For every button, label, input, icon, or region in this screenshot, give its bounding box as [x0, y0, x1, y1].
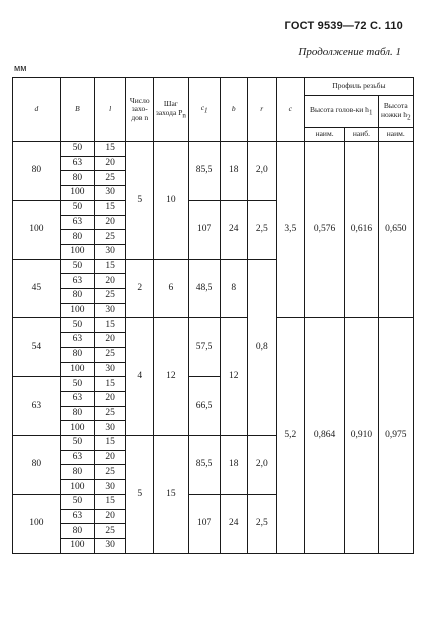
cell-h2-min: 0,650: [378, 142, 413, 318]
cell-l: 15: [95, 436, 126, 451]
cell-c1: 48,5: [188, 259, 220, 318]
cell-l: 25: [95, 347, 126, 362]
cell-h1-max: 0,910: [345, 318, 378, 554]
cell-B: 100: [60, 421, 94, 436]
cell-d: 45: [13, 259, 61, 318]
cell-pitch: 10: [154, 142, 188, 260]
cell-starts: 5: [126, 142, 154, 260]
cell-B: 50: [60, 436, 94, 451]
cell-B: 80: [60, 465, 94, 480]
cell-B: 80: [60, 406, 94, 421]
cell-r: 2,5: [247, 494, 276, 553]
thread-parameters-table: [12, 77, 414, 554]
col-header-starts: Число захо-дов n: [126, 78, 154, 142]
cell-c1: 66,5: [188, 377, 220, 436]
col-header-l: l: [95, 78, 126, 142]
cell-l: 20: [95, 333, 126, 348]
cell-l: 15: [95, 200, 126, 215]
cell-c: 5,2: [276, 318, 304, 554]
cell-d: 80: [13, 142, 61, 201]
cell-B: 50: [60, 200, 94, 215]
cell-l: 20: [95, 391, 126, 406]
col-header-h2-sub: 2: [407, 113, 411, 122]
cell-B: 100: [60, 244, 94, 259]
cell-B: 50: [60, 259, 94, 274]
cell-B: 80: [60, 289, 94, 304]
cell-r: 2,0: [247, 142, 276, 201]
col-header-h1-max: наиб.: [345, 128, 378, 142]
col-header-c: c: [276, 78, 304, 142]
cell-l: 20: [95, 450, 126, 465]
cell-B: 63: [60, 156, 94, 171]
cell-d: 100: [13, 494, 61, 553]
cell-l: 25: [95, 406, 126, 421]
cell-l: 30: [95, 244, 126, 259]
cell-B: 100: [60, 303, 94, 318]
col-header-b: b: [220, 78, 247, 142]
cell-B: 100: [60, 538, 94, 553]
table-row: [13, 318, 414, 333]
cell-B: 80: [60, 524, 94, 539]
col-header-profile: Профиль резьбы: [304, 78, 413, 96]
col-header-B: B: [60, 78, 94, 142]
cell-B: 80: [60, 171, 94, 186]
cell-b: 18: [220, 142, 247, 201]
cell-starts: 2: [126, 259, 154, 318]
cell-l: 25: [95, 171, 126, 186]
cell-c1: 85,5: [188, 142, 220, 201]
cell-l: 15: [95, 494, 126, 509]
cell-c: 3,5: [276, 142, 304, 318]
col-header-h2: [378, 96, 413, 128]
col-header-h1-sub: 1: [368, 108, 373, 117]
cell-B: 63: [60, 215, 94, 230]
cell-l: 20: [95, 274, 126, 289]
cell-h1-min: 0,576: [304, 142, 345, 318]
cell-c1: 107: [188, 200, 220, 259]
cell-B: 50: [60, 494, 94, 509]
cell-d: 100: [13, 200, 61, 259]
cell-c1: 85,5: [188, 436, 220, 495]
cell-B: 63: [60, 391, 94, 406]
cell-h1-min: 0,864: [304, 318, 345, 554]
col-header-h1-min: наим.: [304, 128, 345, 142]
col-header-h2-label: Высота ножки h: [381, 100, 408, 119]
cell-l: 25: [95, 289, 126, 304]
cell-r: 2,0: [247, 436, 276, 495]
cell-B: 50: [60, 377, 94, 392]
cell-B: 50: [60, 318, 94, 333]
cell-B: 63: [60, 450, 94, 465]
cell-l: 20: [95, 156, 126, 171]
col-header-r: r: [247, 78, 276, 142]
col-header-pitch-sub: n: [182, 111, 186, 120]
cell-B: 80: [60, 230, 94, 245]
cell-b: 18: [220, 436, 247, 495]
cell-l: 30: [95, 480, 126, 495]
cell-l: 15: [95, 259, 126, 274]
col-header-pitch-label: Шаг захода P: [155, 98, 183, 117]
cell-l: 15: [95, 318, 126, 333]
cell-l: 15: [95, 377, 126, 392]
unit-label: мм: [14, 63, 27, 73]
cell-B: 100: [60, 480, 94, 495]
col-header-pitch: [154, 78, 188, 142]
cell-l: 30: [95, 362, 126, 377]
cell-r: 2,5: [247, 200, 276, 259]
col-header-c1: [188, 78, 220, 142]
cell-starts: 4: [126, 318, 154, 436]
cell-pitch: 15: [154, 436, 188, 554]
cell-B: 63: [60, 333, 94, 348]
cell-B: 80: [60, 347, 94, 362]
cell-d: 63: [13, 377, 61, 436]
cell-l: 15: [95, 142, 126, 157]
cell-l: 25: [95, 524, 126, 539]
cell-h2-min: 0,975: [378, 318, 413, 554]
cell-d: 80: [13, 436, 61, 495]
cell-B: 100: [60, 186, 94, 201]
table-row: [13, 142, 414, 157]
col-header-h2-min: наим.: [378, 128, 413, 142]
col-header-h1: [304, 96, 378, 128]
col-header-d: d: [13, 78, 61, 142]
cell-l: 30: [95, 421, 126, 436]
cell-c1: 57,5: [188, 318, 220, 377]
cell-b: 8: [220, 259, 247, 318]
cell-starts: 5: [126, 436, 154, 554]
cell-l: 25: [95, 230, 126, 245]
cell-c1: 107: [188, 494, 220, 553]
cell-B: 63: [60, 509, 94, 524]
cell-r: 0,8: [247, 259, 276, 435]
cell-B: 63: [60, 274, 94, 289]
cell-b: 12: [220, 318, 247, 436]
cell-B: 100: [60, 362, 94, 377]
cell-b: 24: [220, 494, 247, 553]
cell-B: 50: [60, 142, 94, 157]
cell-pitch: 6: [154, 259, 188, 318]
col-header-c1-sub: 1: [204, 106, 208, 115]
col-header-c1-label: c: [200, 103, 205, 113]
page-header-title: ГОСТ 9539—72 С. 110: [284, 20, 403, 32]
cell-b: 24: [220, 200, 247, 259]
cell-l: 30: [95, 186, 126, 201]
cell-l: 20: [95, 509, 126, 524]
cell-pitch: 12: [154, 318, 188, 436]
table-continuation-label: Продолжение табл. 1: [298, 46, 401, 58]
cell-l: 30: [95, 303, 126, 318]
col-header-h1-label: Высота голов-ки h: [309, 105, 369, 115]
cell-l: 30: [95, 538, 126, 553]
cell-l: 25: [95, 465, 126, 480]
cell-l: 20: [95, 215, 126, 230]
cell-h1-max: 0,616: [345, 142, 378, 318]
cell-d: 54: [13, 318, 61, 377]
